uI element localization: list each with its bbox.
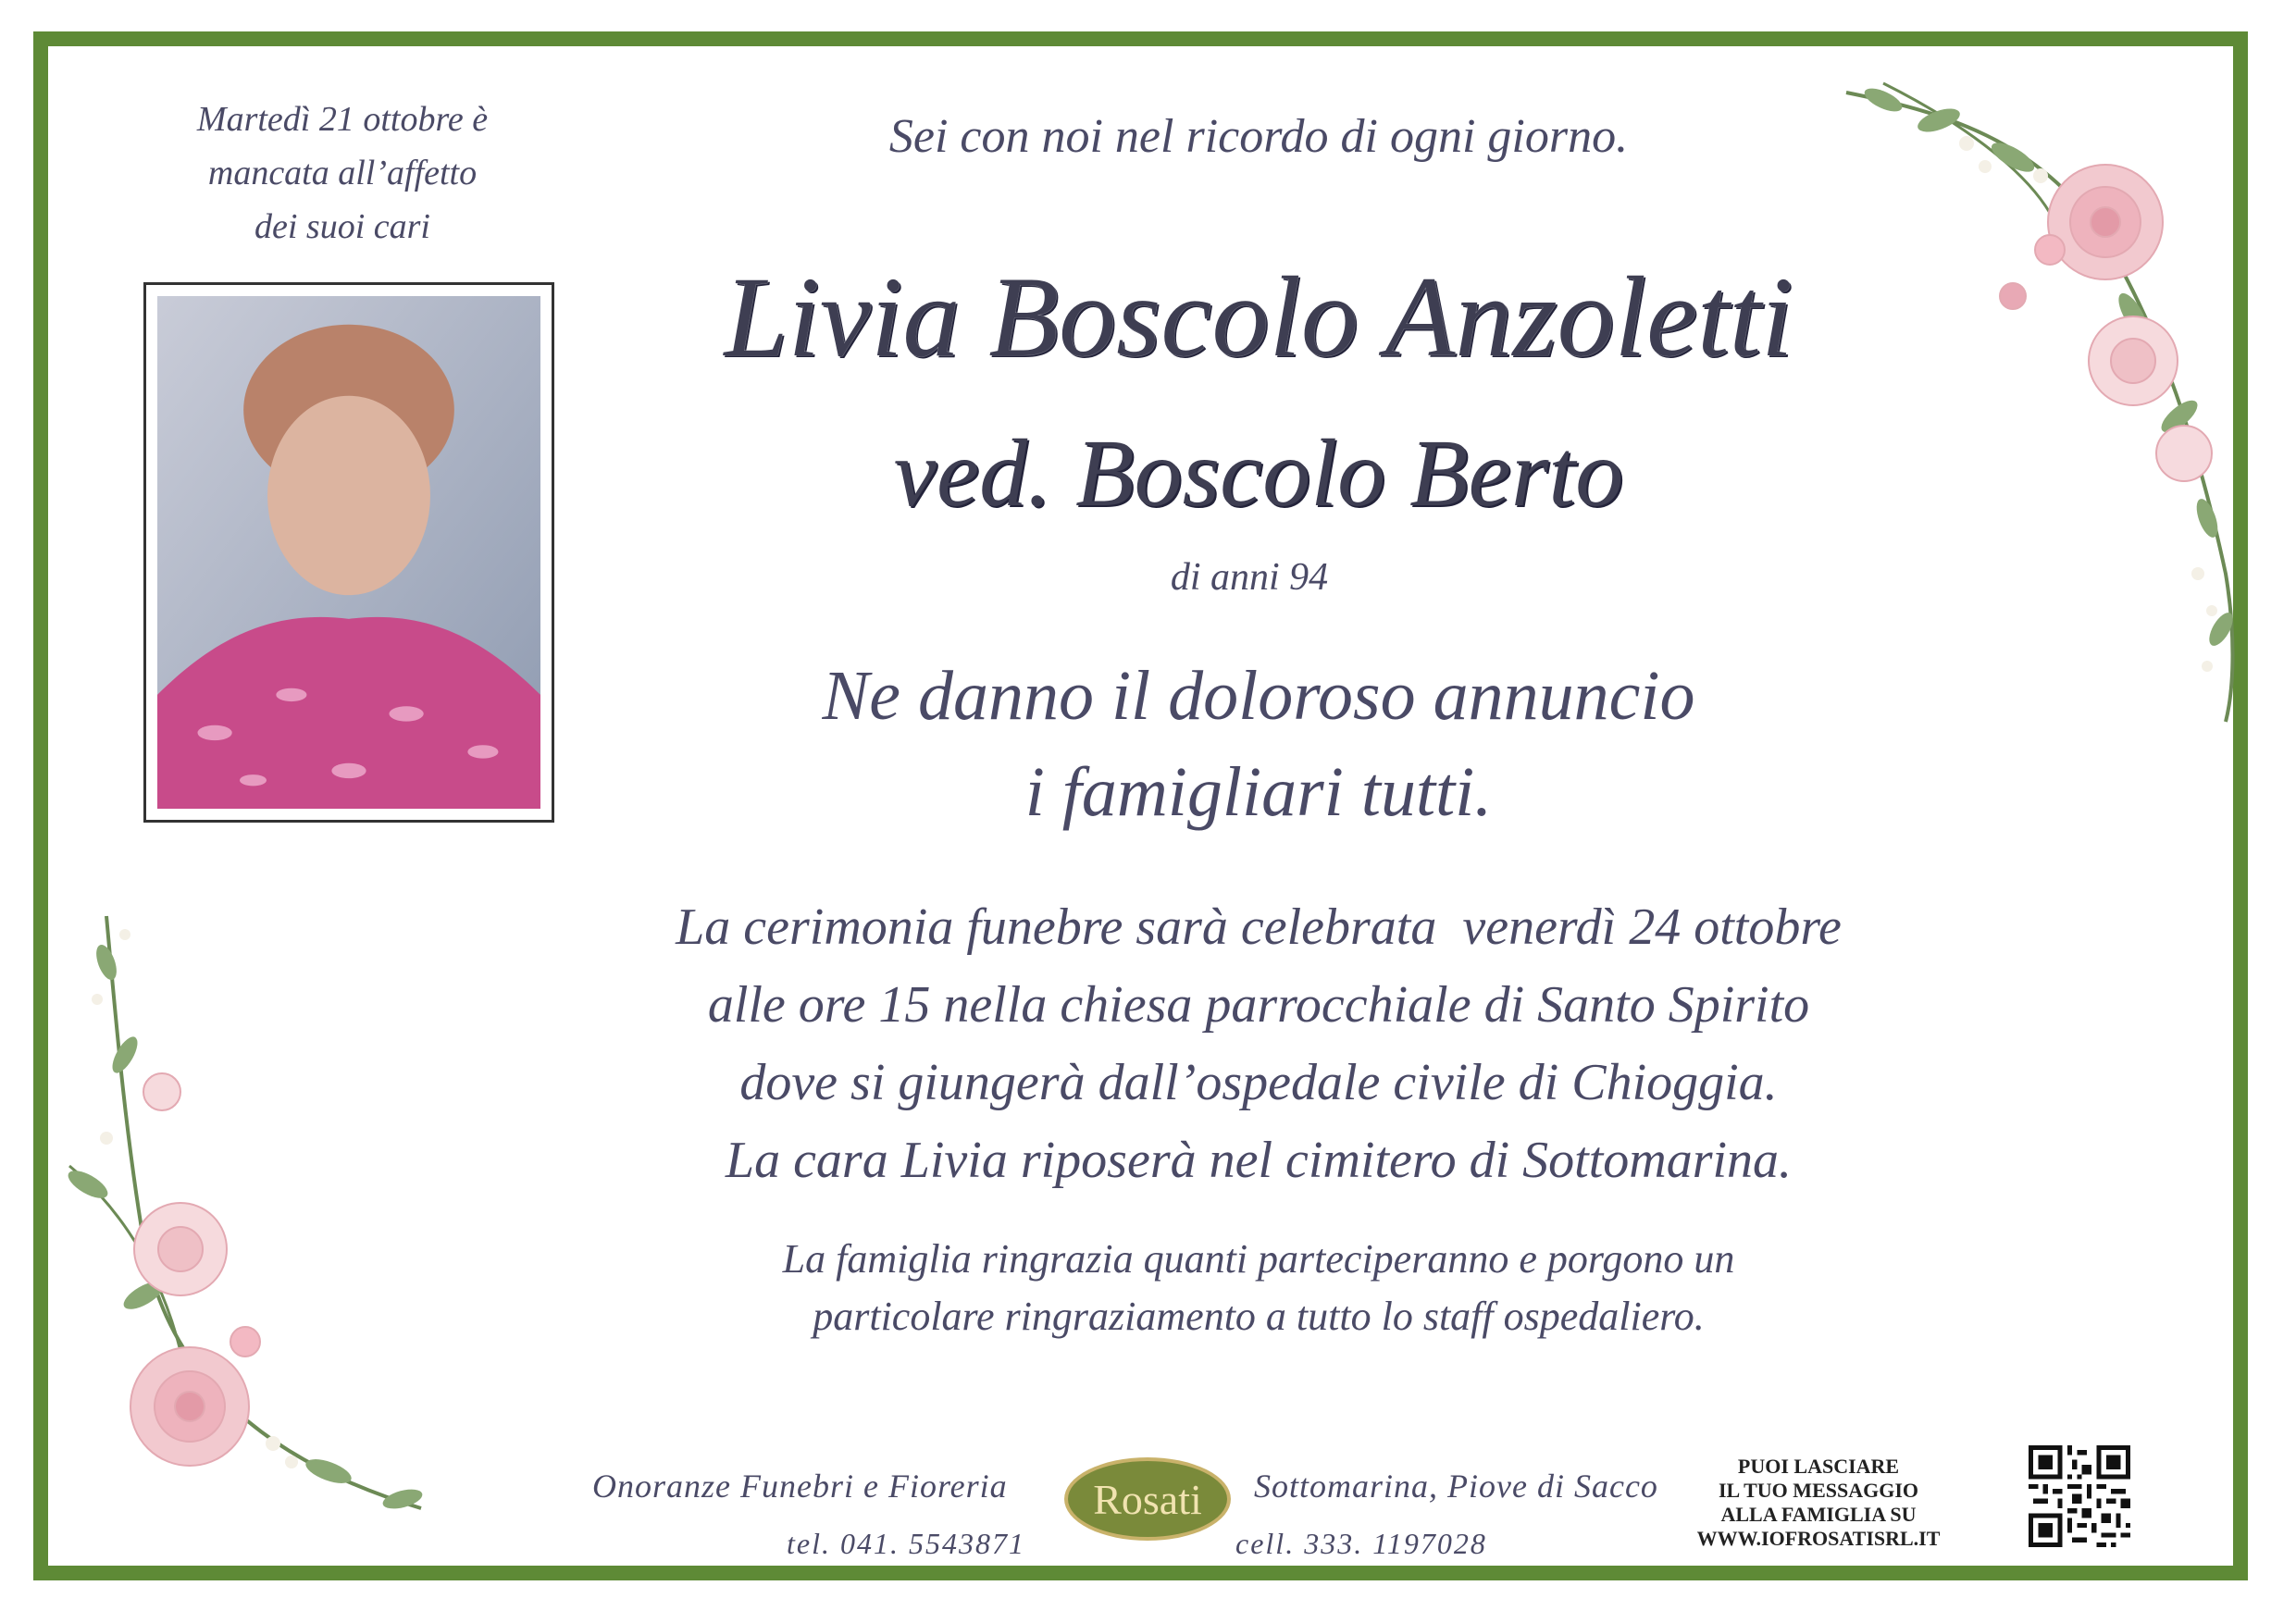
death-date-line: mancata all’affetto <box>207 154 478 192</box>
message-line: ALLA FAMIGLIA SU <box>1720 1503 1917 1526</box>
logo-text: Rosati <box>1093 1475 1202 1523</box>
portrait-image <box>157 296 540 809</box>
announcement-line: i famigliari tutti. <box>1024 753 1493 831</box>
announcement <box>574 648 1943 840</box>
family-thanks <box>574 1231 1943 1345</box>
thanks-line: particolare ringraziamento a tutto lo staff ospedaliero. <box>813 1294 1705 1339</box>
death-date-note <box>139 93 546 254</box>
message-line: IL TUO MESSAGGIO <box>1719 1479 1918 1502</box>
funeral-company-name: Onoranze Funebri e Fioreria <box>592 1468 1008 1505</box>
thanks-line: La famiglia ringrazia quanti parteciperanno e porgono un <box>782 1236 1735 1282</box>
ceremony-line: La cara Livia riposerà nel cimitero di Sottomarina. <box>725 1132 1793 1189</box>
portrait-photo <box>143 282 554 823</box>
deceased-age: di anni 94 <box>1170 556 1329 599</box>
message-website-note[interactable] <box>1680 1455 1957 1551</box>
funeral-company-locations: Sottomarina, Piove di Sacco <box>1254 1468 1658 1505</box>
qr-code-icon[interactable] <box>2029 1445 2130 1547</box>
death-date-line: dei suoi cari <box>254 207 430 246</box>
deceased-widow-of: ved. Boscolo Berto <box>893 420 1624 527</box>
message-website-link[interactable]: WWW.IOFROSATISRL.IT <box>1696 1527 1941 1550</box>
rosati-logo <box>1064 1457 1231 1541</box>
funeral-company-mobile: cell. 333. 1197028 <box>1235 1527 1487 1560</box>
announcement-line: Ne danno il doloroso annuncio <box>822 657 1695 735</box>
death-date-line: Martedì 21 ottobre è <box>196 100 489 139</box>
message-line: PUOI LASCIARE <box>1737 1455 1900 1478</box>
memorial-motto: Sei con noi nel ricordo di ogni giorno. <box>888 110 1629 163</box>
ceremony-details <box>518 888 1999 1199</box>
ceremony-line: dove si giungerà dall’ospedale civile di Chioggia. <box>739 1054 1778 1111</box>
flower-decoration-bottom-left <box>51 907 458 1555</box>
ceremony-line: La cerimonia funebre sarà celebrata venerdì 24 ottobre <box>676 898 1842 956</box>
funeral-company-phone: tel. 041. 5543871 <box>787 1527 1025 1560</box>
deceased-name: Livia Boscolo Anzoletti <box>724 254 1793 380</box>
ceremony-line: alle ore 15 nella chiesa parrocchiale di Santo Spirito <box>707 976 1810 1034</box>
